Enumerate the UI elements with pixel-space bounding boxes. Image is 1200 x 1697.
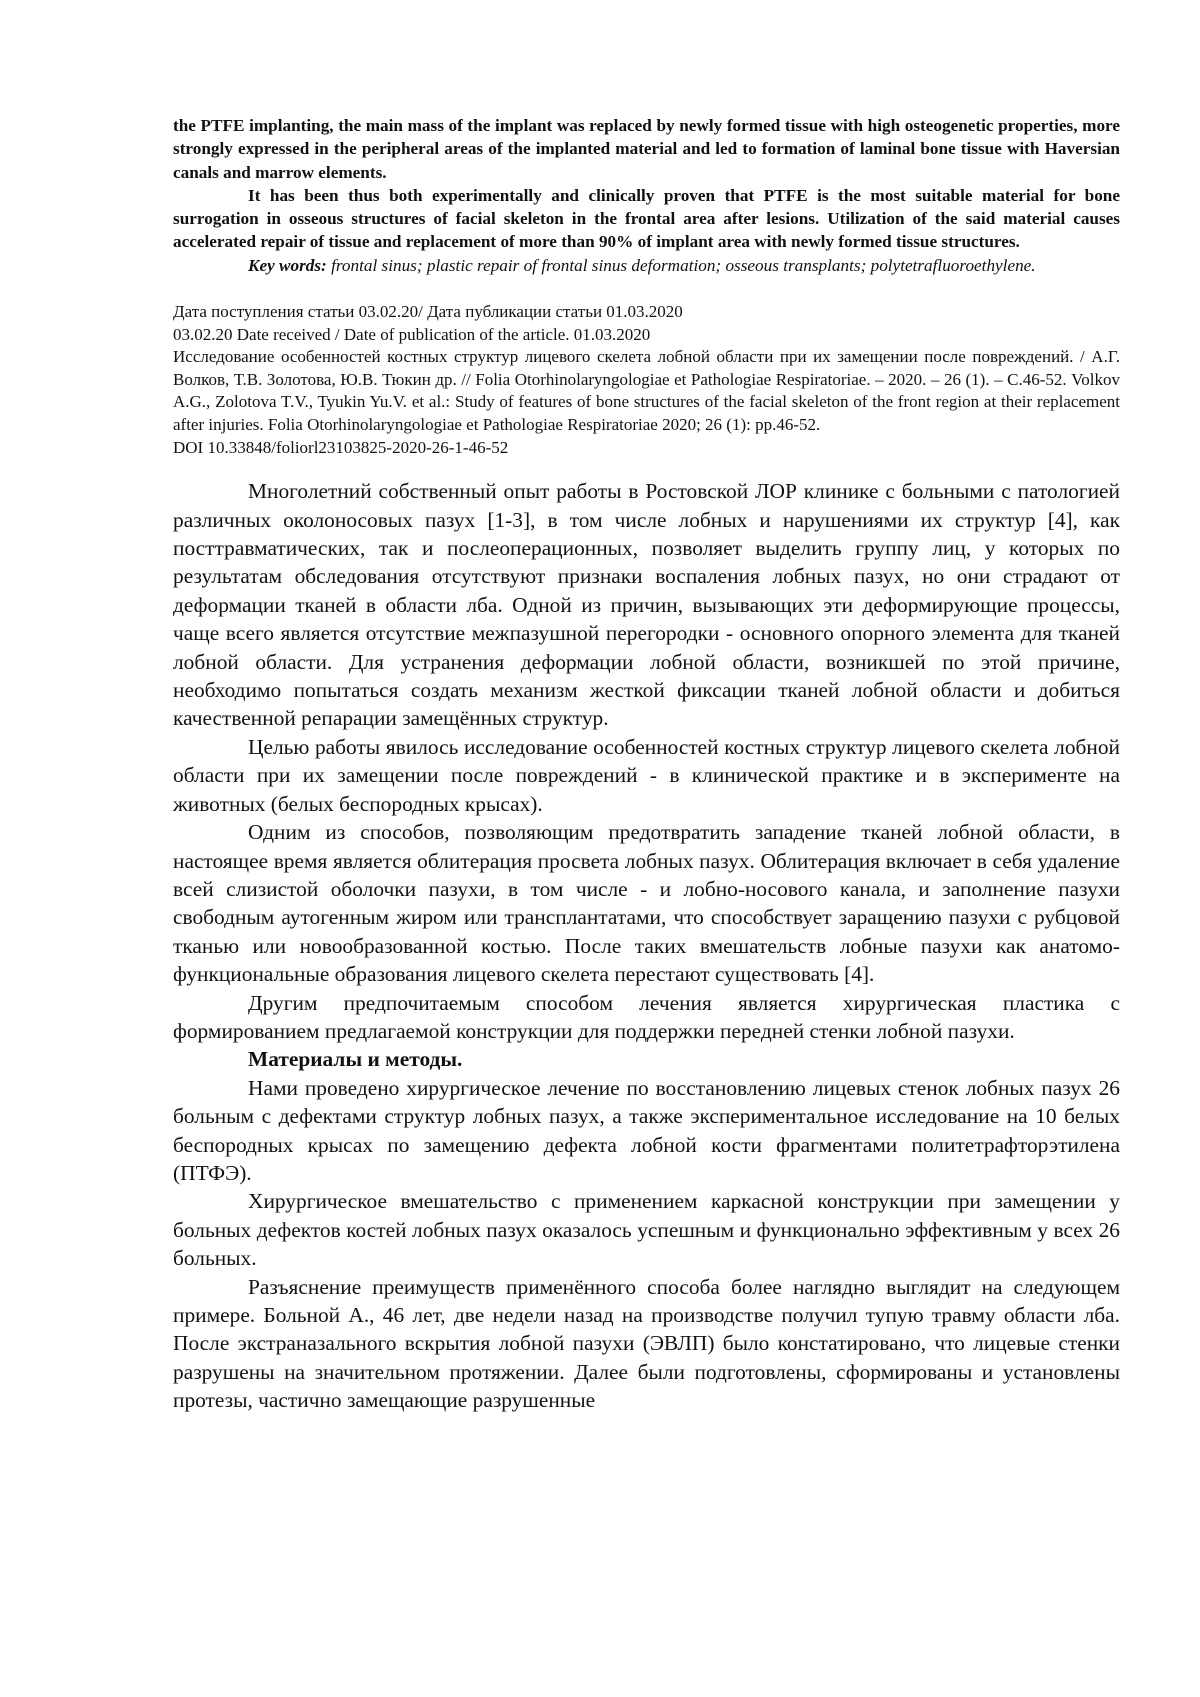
dates-ru: Дата поступления статьи 03.02.20/ Дата публикации статьи 01.03.2020 (173, 302, 683, 322)
body-paragraph: Целью работы явилось исследование особенностей костных структур лицевого скелета лобной области при их замещении после повреждений - в клинической практике и в эксперименте на животных (белых беспородных крысах). (173, 734, 1120, 816)
dates-en: 03.02.20 Date received / Date of publication of the article. 01.03.2020 (173, 324, 651, 344)
article-body (173, 477, 1120, 1414)
body-paragraph: Разъяснение преимуществ применённого способа более наглядно выглядит на следующем примере. Больной А., 46 лет, две недели назад на производстве получил тупую травму области лба. После экстраназального вскрытия лобной пазухи (ЭВЛП) было констатировано, что лицевые стенки разрушены на значительном протяжении. Далее были подготовлены, сформированы и установлены протезы, частично замещающие разрушенные (173, 1274, 1120, 1413)
body-paragraph: Многолетний собственный опыт работы в Ростовской ЛОР клинике с больными с патологией различных околоносовых пазух [1-3], в том числе лобных и нарушениями их структур [4], как посттравматических, так и послеоперационных, позволяет выделить группу лиц, у которых по результатам обследования отсутствуют признаки воспаления лобных пазух, но они страдают от деформации тканей в области лба. Одной из причин, вызывающих эти деформирующие процессы, чаще всего является отсутствие межпазушной перегородки - основного опорного элемента для тканей лобной области. Для устранения деформации лобной области, возникшей по этой причине, необходимо попытаться создать механизм жесткой фиксации тканей лобной области и добиться качественной репарации замещённых структур. (173, 479, 1120, 731)
citation: Исследование особенностей костных структур лицевого скелета лобной области при их замещении после повреждений. / А.Г. Волков, Т.В. Золотова, Ю.В. Тюкин др. // Folia Otorhinolaryngologiae et Pathologiae Respiratoriae. – 2020. – 26 (1). – С.46-52. Volkov A.G., Zolotova T.V., Tyukin Yu.V. et al.: Study of features of bone structures of the facial skeleton of the front region at their replacement after injuries. Folia Otorhinolaryngologiae et Pathologiae Respiratoriae 2020; 26 (1): pp.46-52. (173, 347, 1120, 435)
body-paragraph: Нами проведено хирургическое лечение по восстановлению лицевых стенок лобных пазух 26 больным с дефектами структур лобных пазух, а также экспериментальное исследование на 10 белых беспородных крысах по замещению дефекта лобной кости фрагментами политетрафторэтилена (ПТФЭ). (173, 1075, 1120, 1185)
abstract-paragraph: It has been thus both experimentally and clinically proven that PTFE is the most suitable material for bone surrogation in osseous structures of facial skeleton in the frontal area after lesions. Utilization of the said material causes accelerated repair of tissue and replacement of more than 90% of implant area with newly formed tissue structures. (173, 185, 1120, 252)
abstract-paragraph: the PTFE implanting, the main mass of the implant was replaced by newly formed tissue with high osteogenetic properties, more strongly expressed in the peripheral areas of the implanted material and led to formation of laminal bone tissue with Haversian canals and marrow elements. (173, 116, 1120, 182)
keywords-text: frontal sinus; plastic repair of frontal sinus deformation; osseous transplants; polytetrafluoroethylene. (331, 255, 1036, 275)
section-heading: Материалы и методы. (248, 1047, 463, 1072)
english-abstract (173, 114, 1120, 254)
page-content (173, 114, 1120, 1415)
body-paragraph: Другим предпочитаемым способом лечения является хирургическая пластика с формированием предлагаемой конструкции для поддержки передней стенки лобной пазухи. (173, 990, 1120, 1043)
keywords (173, 254, 1120, 277)
body-paragraph: Одним из способов, позволяющим предотвратить западение тканей лобной области, в настоящее время является облитерация просвета лобных пазух. Облитерация включает в себя удаление всей слизистой оболочки пазухи, в том числе - и лобно-носового канала, и заполнение пазухи свободным аутогенным жиром или трансплантатами, что способствует заращению пазухи с рубцовой тканью или новообразованной костью. После таких вмешательств лобные пазухи как анатомо-функциональные образования лицевого скелета перестают существовать [4]. (173, 820, 1120, 987)
body-paragraph: Хирургическое вмешательство с применением каркасной конструкции при замещении у больных дефектов костей лобных пазух оказалось успешным и функционально эффективным у всех 26 больных. (173, 1189, 1120, 1271)
keywords-label: Key words: (248, 255, 327, 275)
article-meta (173, 301, 1120, 459)
doi: DOI 10.33848/foliorl23103825-2020-26-1-46-52 (173, 437, 509, 457)
